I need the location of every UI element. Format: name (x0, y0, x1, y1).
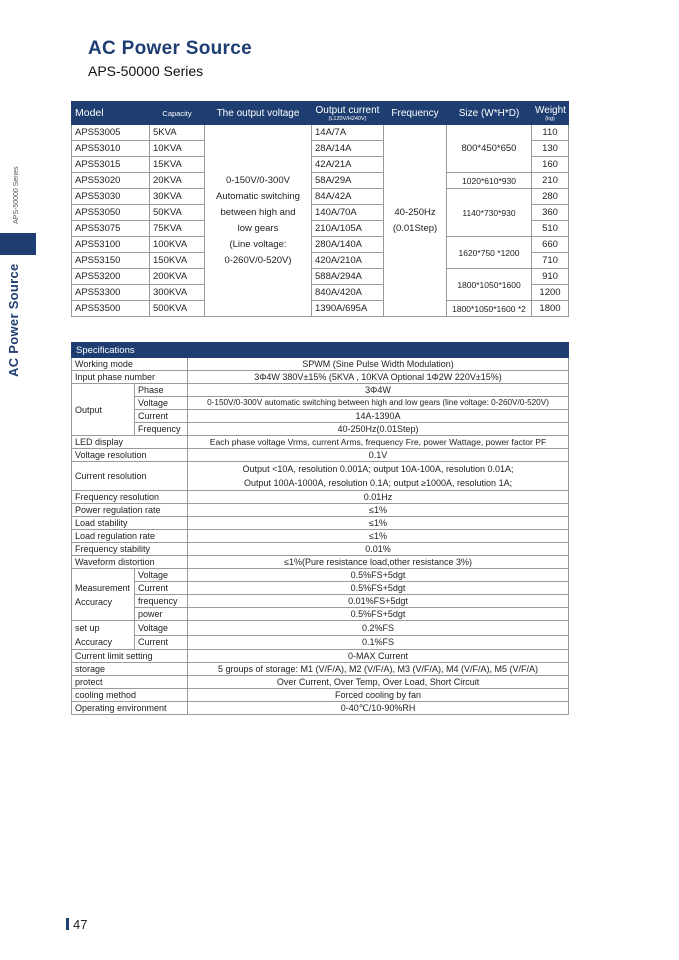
spec-sublabel: Voltage (135, 397, 188, 410)
table-row (72, 491, 569, 504)
table-row (72, 237, 569, 253)
spec-label: protect (72, 676, 188, 689)
spec-value: 0.2%FS (188, 621, 569, 636)
side-section-label: AC Power Source (6, 263, 21, 377)
table-row (72, 397, 569, 410)
table-row (72, 702, 569, 715)
voltage-line: Automatic switching (216, 190, 300, 202)
weight-cell: 910 (532, 269, 569, 285)
spec-label: Voltage resolution (72, 449, 188, 462)
spec-label: Waveform distortion (72, 556, 188, 569)
spec-sublabel: Voltage (135, 569, 188, 582)
spec-value: 40-250Hz(0.01Step) (188, 423, 569, 436)
header-output-current-label: Output current (315, 104, 380, 116)
model-cell: APS53005 (72, 125, 150, 141)
spec-sublabel: Voltage (135, 621, 188, 636)
capacity-cell: 10KVA (150, 141, 205, 157)
spec-label: Load stability (72, 517, 188, 530)
spec-sublabel: Frequency (135, 423, 188, 436)
weight-cell: 110 (532, 125, 569, 141)
weight-cell: 360 (532, 205, 569, 221)
spec-label: Current resolution (72, 462, 188, 491)
capacity-cell: 5KVA (150, 125, 205, 141)
spec-sublabel: frequency (135, 595, 188, 608)
spec-value: 0-40℃/10-90%RH (188, 702, 569, 715)
voltage-line: 0-150V/0-300V (226, 174, 290, 186)
size-cell: 800*450*650 (447, 125, 532, 173)
spec-value-line: Output 100A-1000A, resolution 0.1A; output ≥1000A, resolution 1A; (243, 478, 513, 488)
capacity-cell: 50KVA (150, 205, 205, 221)
capacity-cell: 30KVA (150, 189, 205, 205)
spec-label: Frequency stability (72, 543, 188, 556)
table-row (72, 689, 569, 702)
spec-label: Working mode (72, 358, 188, 371)
capacity-cell: 15KVA (150, 157, 205, 173)
weight-cell: 510 (532, 221, 569, 237)
frequency-cell (384, 125, 447, 317)
table-row (72, 449, 569, 462)
table-row (72, 663, 569, 676)
capacity-cell: 75KVA (150, 221, 205, 237)
spec-header: Specifications (72, 343, 569, 358)
table-row (72, 504, 569, 517)
header-output-voltage: The output voltage (205, 102, 312, 125)
model-cell: APS53015 (72, 157, 150, 173)
spec-value: Each phase voltage Vrms, current Arms, frequency Fre, power Wattage, power factor PF (188, 436, 569, 449)
output-voltage-cell (205, 125, 312, 317)
table-row (72, 595, 569, 608)
table-row (72, 462, 569, 491)
current-cell: 42A/21A (312, 157, 384, 173)
models-table (71, 101, 569, 317)
frequency-line: (0.01Step) (392, 222, 438, 234)
spec-value: 3Φ4W 380V±15% (5KVA , 10KVA Optional 1Φ2W 220V±15%) (188, 371, 569, 384)
page-number (66, 917, 87, 932)
table-row (72, 384, 569, 397)
table-row (72, 621, 569, 636)
series-subtitle: APS-50000 Series (88, 63, 204, 79)
spec-value: 14A-1390A (188, 410, 569, 423)
model-cell: APS53020 (72, 173, 150, 189)
table-row (72, 358, 569, 371)
spec-value: Forced cooling by fan (188, 689, 569, 702)
spec-label (72, 621, 135, 650)
current-cell: 210A/105A (312, 221, 384, 237)
frequency-line: 40-250Hz (394, 206, 436, 218)
header-model: Model (72, 102, 150, 125)
header-weight (532, 102, 569, 125)
current-cell: 84A/42A (312, 189, 384, 205)
table-row (72, 530, 569, 543)
table-row (72, 423, 569, 436)
spec-value: ≤1% (188, 517, 569, 530)
spec-label: Input phase number (72, 371, 188, 384)
table-row (72, 371, 569, 384)
current-cell: 58A/29A (312, 173, 384, 189)
spec-label: cooling method (72, 689, 188, 702)
header-output-current-sub: (L120V/H240V) (328, 115, 367, 122)
weight-cell: 1800 (532, 301, 569, 317)
spec-value: Over Current, Over Temp, Over Load, Short Circuit (188, 676, 569, 689)
model-cell: APS53300 (72, 285, 150, 301)
spec-value: 0.01%FS+5dgt (188, 595, 569, 608)
table-row (72, 517, 569, 530)
size-cell: 1140*730*930 (447, 189, 532, 237)
table-row (72, 269, 569, 285)
table-row (72, 301, 569, 317)
model-cell: APS53500 (72, 301, 150, 317)
spec-label: Load regulation rate (72, 530, 188, 543)
current-cell: 1390A/695A (312, 301, 384, 317)
spec-value: 5 groups of storage: M1 (V/F/A), M2 (V/F/A), M3 (V/F/A), M4 (V/F/A), M5 (V/F/A) (188, 663, 569, 676)
header-frequency: Frequency (384, 102, 447, 125)
spec-sublabel: power (135, 608, 188, 621)
current-cell: 280A/140A (312, 237, 384, 253)
capacity-cell: 20KVA (150, 173, 205, 189)
header-capacity: Capacity (150, 102, 205, 125)
table-row (72, 543, 569, 556)
table-row (72, 189, 569, 205)
spec-label: LED display (72, 436, 188, 449)
current-cell: 420A/210A (312, 253, 384, 269)
model-cell: APS53100 (72, 237, 150, 253)
capacity-cell: 300KVA (150, 285, 205, 301)
table-row (72, 556, 569, 569)
spec-label-line: set up (75, 623, 100, 633)
weight-cell: 710 (532, 253, 569, 269)
table-row (72, 173, 569, 189)
header-size: Size (W*H*D) (447, 102, 532, 125)
spec-value: 0.01% (188, 543, 569, 556)
model-cell: APS53030 (72, 189, 150, 205)
spec-value: 0.1V (188, 449, 569, 462)
voltage-line: between high and (220, 206, 296, 218)
size-cell: 1800*1050*1600 (447, 269, 532, 301)
weight-cell: 130 (532, 141, 569, 157)
header-weight-sub: (kg) (545, 115, 555, 122)
spec-value: 0.5%FS+5dgt (188, 569, 569, 582)
spec-label: storage (72, 663, 188, 676)
page-number-text: 47 (73, 917, 88, 932)
table-row (72, 569, 569, 582)
model-cell: APS53150 (72, 253, 150, 269)
header-weight-label: Weight (535, 104, 566, 116)
weight-cell: 1200 (532, 285, 569, 301)
capacity-cell: 150KVA (150, 253, 205, 269)
spec-label: Output (72, 384, 135, 436)
model-cell: APS53010 (72, 141, 150, 157)
spec-value: ≤1% (188, 504, 569, 517)
current-cell: 14A/7A (312, 125, 384, 141)
spec-value: 0-150V/0-300V automatic switching between high and low gears (line voltage: 0-260V/0-520V) (188, 397, 569, 410)
size-cell: 1800*1050*1600 *2 (447, 301, 532, 317)
voltage-line: low gears (237, 222, 279, 234)
models-table-header (72, 102, 569, 125)
spec-label: Current limit setting (72, 650, 188, 663)
spec-sublabel: Phase (135, 384, 188, 397)
spec-value: ≤1%(Pure resistance load,other resistance 3%) (188, 556, 569, 569)
spec-value-line: Output <10A, resolution 0.001A; output 10A-100A, resolution 0.01A; (242, 464, 514, 474)
side-accent-bar (0, 233, 36, 255)
table-row (72, 635, 569, 650)
weight-cell: 210 (532, 173, 569, 189)
voltage-line: (Line voltage: (229, 238, 287, 250)
voltage-line: 0-260V/0-520V) (224, 254, 292, 266)
spec-value (188, 462, 569, 491)
spec-value: 0.01Hz (188, 491, 569, 504)
current-cell: 588A/294A (312, 269, 384, 285)
spec-value: 3Φ4W (188, 384, 569, 397)
spec-value: 0.5%FS+5dgt (188, 608, 569, 621)
table-row (72, 650, 569, 663)
current-cell: 840A/420A (312, 285, 384, 301)
header-output-current (312, 102, 384, 125)
spec-value: 0-MAX Current (188, 650, 569, 663)
current-cell: 140A/70A (312, 205, 384, 221)
spec-sublabel: Current (135, 582, 188, 595)
weight-cell: 660 (532, 237, 569, 253)
spec-label: Operating environment (72, 702, 188, 715)
table-row (72, 410, 569, 423)
model-cell: APS53050 (72, 205, 150, 221)
table-row (72, 436, 569, 449)
spec-label-line: Accuracy (75, 637, 113, 647)
model-cell: APS53200 (72, 269, 150, 285)
spec-table-header (72, 343, 569, 358)
side-series-label: APS-50000 Series (13, 166, 20, 224)
spec-label: Frequency resolution (72, 491, 188, 504)
table-row (72, 676, 569, 689)
capacity-cell: 500KVA (150, 301, 205, 317)
table-row (72, 582, 569, 595)
capacity-cell: 100KVA (150, 237, 205, 253)
spec-table (71, 342, 569, 715)
table-row (72, 608, 569, 621)
page-number-bar (66, 918, 69, 930)
spec-label-line: Accuracy (75, 596, 113, 607)
current-cell: 28A/14A (312, 141, 384, 157)
capacity-cell: 200KVA (150, 269, 205, 285)
spec-value: 0.1%FS (188, 635, 569, 650)
weight-cell: 160 (532, 157, 569, 173)
spec-sublabel: Current (135, 635, 188, 650)
model-cell: APS53075 (72, 221, 150, 237)
spec-label (72, 569, 135, 621)
spec-value: SPWM (Sine Pulse Width Modulation) (188, 358, 569, 371)
spec-sublabel: Current (135, 410, 188, 423)
size-cell: 1020*610*930 (447, 173, 532, 189)
size-cell: 1620*750 *1200 (447, 237, 532, 269)
spec-value: ≤1% (188, 530, 569, 543)
spec-label-line: Measurement (75, 582, 131, 593)
table-row (72, 125, 569, 141)
page-title: AC Power Source (88, 38, 252, 59)
spec-value: 0.5%FS+5dgt (188, 582, 569, 595)
spec-label: Power regulation rate (72, 504, 188, 517)
weight-cell: 280 (532, 189, 569, 205)
